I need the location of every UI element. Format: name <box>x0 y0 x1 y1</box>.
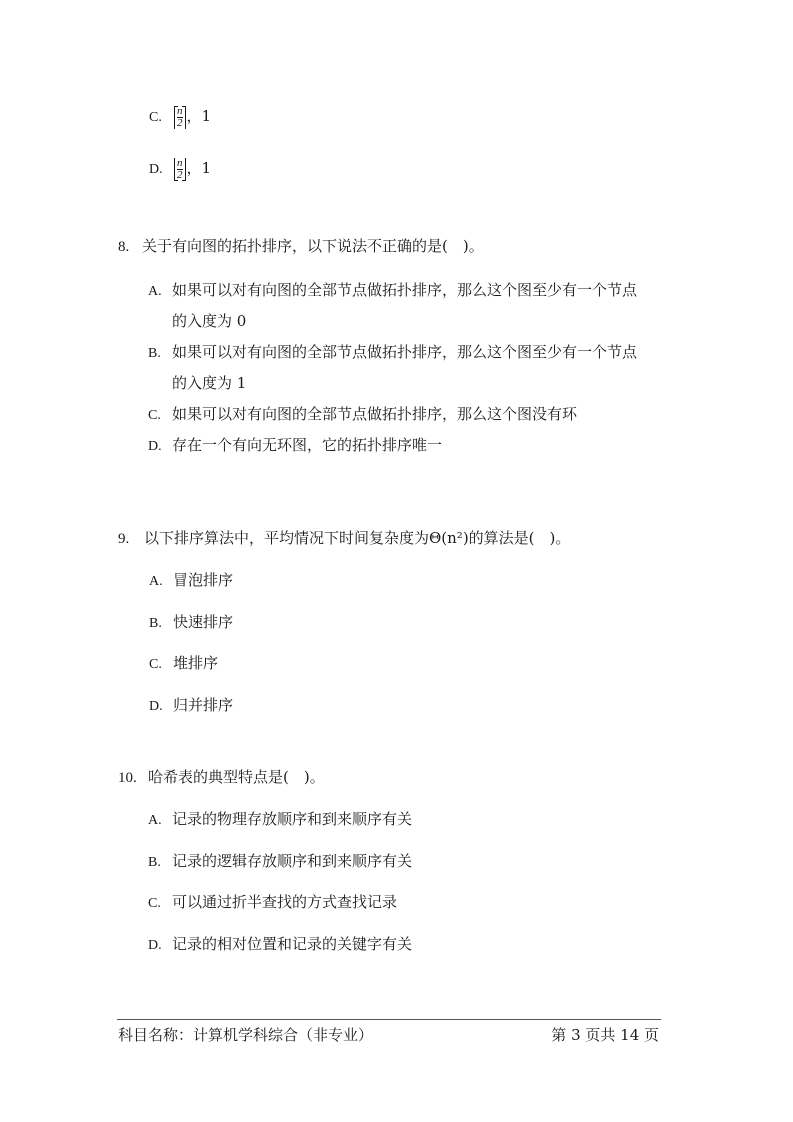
question-text: 以下排序算法中，平均情况下时间复杂度为Θ(n²)的算法是( )。 <box>144 529 571 547</box>
footer-subject: 科目名称：计算机学科综合（非专业） <box>118 1026 374 1044</box>
option-letter: C. <box>148 896 161 911</box>
question-number: 9. <box>118 531 130 547</box>
question-number: 8. <box>118 239 130 255</box>
option-letter: C. <box>148 408 161 423</box>
prev-option-d <box>149 158 211 180</box>
option-text: 堆排序 <box>173 654 219 672</box>
option-text: 记录的逻辑存放顺序和到来顺序有关 <box>172 852 413 870</box>
option-letter: A. <box>148 284 162 299</box>
option-text: 快速排序 <box>173 613 234 631</box>
footer-page-number: 第 3 页共 14 页 <box>551 1026 659 1044</box>
question-text: 哈希表的典型特点是( )。 <box>148 768 325 786</box>
question-8-stem <box>118 236 484 257</box>
question-9-option-b <box>149 612 233 634</box>
question-10-option-d <box>148 934 412 956</box>
option-text: 记录的相对位置和记录的关键字有关 <box>172 935 413 953</box>
prev-option-c <box>149 106 211 128</box>
option-text: 如果可以对有向图的全部节点做拓扑排序，那么这个图没有环 <box>172 405 578 423</box>
option-letter: A. <box>148 813 162 828</box>
question-8-option-a <box>148 280 637 302</box>
option-letter: C. <box>149 657 162 672</box>
option-letter: D. <box>148 439 162 454</box>
option-text: 归并排序 <box>173 696 234 714</box>
question-8-option-c <box>148 404 577 426</box>
option-tail: ，1 <box>186 107 212 125</box>
question-9-stem <box>118 528 570 549</box>
option-text: 可以通过折半查找的方式查找记录 <box>172 893 398 911</box>
option-text: 如果可以对有向图的全部节点做拓扑排序，那么这个图至少有一个节点 <box>172 281 638 299</box>
option-letter: D. <box>148 938 162 953</box>
option-letter: C. <box>149 110 162 125</box>
question-8-option-b <box>148 342 637 364</box>
option-text: 的入度为 0 <box>172 312 247 330</box>
option-letter: D. <box>149 162 163 177</box>
question-number: 10. <box>118 770 137 786</box>
option-letter: B. <box>148 346 161 361</box>
question-8-option-d <box>148 435 442 457</box>
question-8-option-b-cont <box>172 373 246 393</box>
option-text: 冒泡排序 <box>173 571 234 589</box>
question-9-option-c <box>149 653 218 675</box>
question-9-option-a <box>149 570 233 592</box>
option-letter: B. <box>149 616 162 631</box>
option-letter: D. <box>149 699 163 714</box>
footer-divider <box>117 1019 661 1020</box>
question-text: 关于有向图的拓扑排序，以下说法不正确的是( )。 <box>142 237 484 255</box>
option-letter: A. <box>149 574 163 589</box>
question-10-option-b <box>148 851 412 873</box>
ceil-fraction: $\frac{n}{2}$ <box>174 107 186 128</box>
question-10-option-c <box>148 892 397 914</box>
question-8-option-a-cont <box>172 311 246 331</box>
question-9-option-d <box>149 695 233 717</box>
option-text: 的入度为 1 <box>172 374 247 392</box>
question-10-stem <box>118 767 325 788</box>
option-text: 存在一个有向无环图，它的拓扑排序唯一 <box>172 436 443 454</box>
option-text: 如果可以对有向图的全部节点做拓扑排序，那么这个图至少有一个节点 <box>172 343 638 361</box>
question-10-option-a <box>148 809 412 831</box>
option-letter: B. <box>148 855 161 870</box>
option-text: 记录的物理存放顺序和到来顺序有关 <box>172 810 413 828</box>
option-tail: ，1 <box>186 159 212 177</box>
floor-fraction: $\frac{n}{2}$ <box>174 159 186 180</box>
